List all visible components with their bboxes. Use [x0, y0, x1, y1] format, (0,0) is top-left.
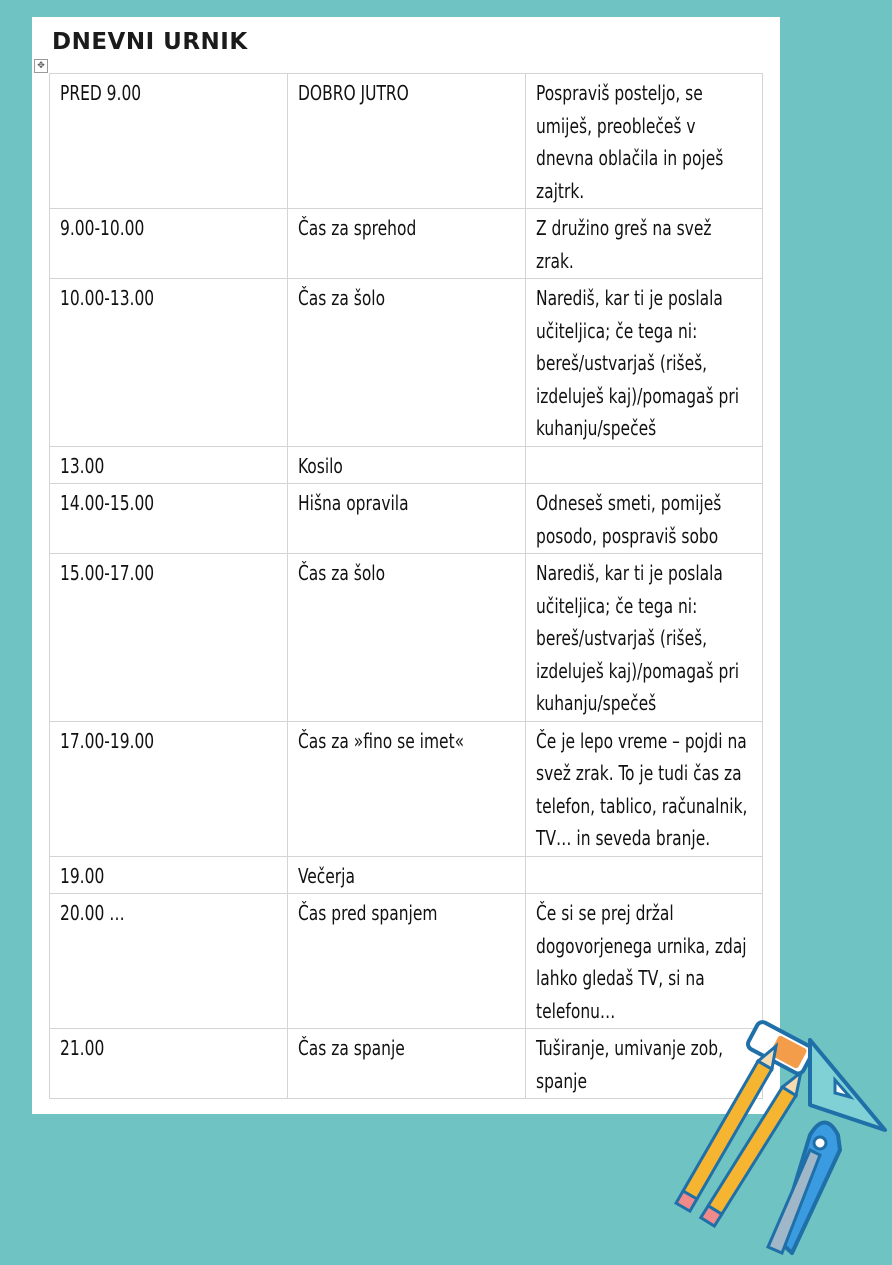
description-cell [526, 856, 763, 894]
table-row [50, 74, 763, 209]
table-row [50, 209, 763, 279]
description-cell: Tuširanje, umivanje zob, spanje [526, 1029, 763, 1099]
description-cell: Če je lepo vreme – pojdi na svež zrak. To je tudi čas za telefon, tablico, računalnik, TV… in seveda branje. [526, 721, 763, 856]
time-cell: 21.00 [50, 1029, 288, 1099]
activity-cell: Čas za šolo [288, 554, 526, 722]
time-cell: PRED 9.00 [50, 74, 288, 209]
description-cell: Če si se prej držal dogovorjenega urnika, zdaj lahko gledaš TV, si na telefonu… [526, 894, 763, 1029]
table-row [50, 484, 763, 554]
table-row [50, 1029, 763, 1099]
activity-cell: Kosilo [288, 446, 526, 484]
time-cell: 14.00-15.00 [50, 484, 288, 554]
time-cell: 20.00 … [50, 894, 288, 1029]
time-cell: 10.00-13.00 [50, 279, 288, 447]
activity-cell: Čas pred spanjem [288, 894, 526, 1029]
table-row [50, 446, 763, 484]
table-row [50, 894, 763, 1029]
activity-cell: Čas za šolo [288, 279, 526, 447]
table-row [50, 721, 763, 856]
description-cell [526, 446, 763, 484]
description-cell: Pospraviš posteljo, se umiješ, preoblečeš v dnevna oblačila in poješ zajtrk. [526, 74, 763, 209]
activity-cell: Večerja [288, 856, 526, 894]
time-cell: 15.00-17.00 [50, 554, 288, 722]
time-cell: 19.00 [50, 856, 288, 894]
time-cell: 17.00-19.00 [50, 721, 288, 856]
table-row [50, 554, 763, 722]
time-cell: 13.00 [50, 446, 288, 484]
description-cell: Narediš, kar ti je poslala učiteljica; če tega ni: bereš/ustvarjaš (rišeš, izdeluješ kaj)/pomagaš pri kuhanju/spečeš [526, 554, 763, 722]
activity-cell: Čas za »fino se imet« [288, 721, 526, 856]
schedule-table [49, 73, 763, 1099]
page-title: DNEVNI URNIK [52, 29, 248, 55]
table-row [50, 856, 763, 894]
table-move-icon[interactable]: ✥ [34, 59, 48, 73]
activity-cell: Hišna opravila [288, 484, 526, 554]
school-supplies-illustration [660, 985, 892, 1265]
set-square-icon [810, 1040, 885, 1130]
activity-cell: Čas za spanje [288, 1029, 526, 1099]
description-cell: Odneseš smeti, pomiješ posodo, pospraviš sobo [526, 484, 763, 554]
stapler-icon [768, 1123, 840, 1254]
table-row [50, 279, 763, 447]
description-cell: Z družino greš na svež zrak. [526, 209, 763, 279]
time-cell: 9.00-10.00 [50, 209, 288, 279]
description-cell: Narediš, kar ti je poslala učiteljica; če tega ni: bereš/ustvarjaš (rišeš, izdeluješ kaj)/pomagaš pri kuhanju/spečeš [526, 279, 763, 447]
activity-cell: Čas za sprehod [288, 209, 526, 279]
document-page [32, 17, 780, 1114]
activity-cell: DOBRO JUTRO [288, 74, 526, 209]
